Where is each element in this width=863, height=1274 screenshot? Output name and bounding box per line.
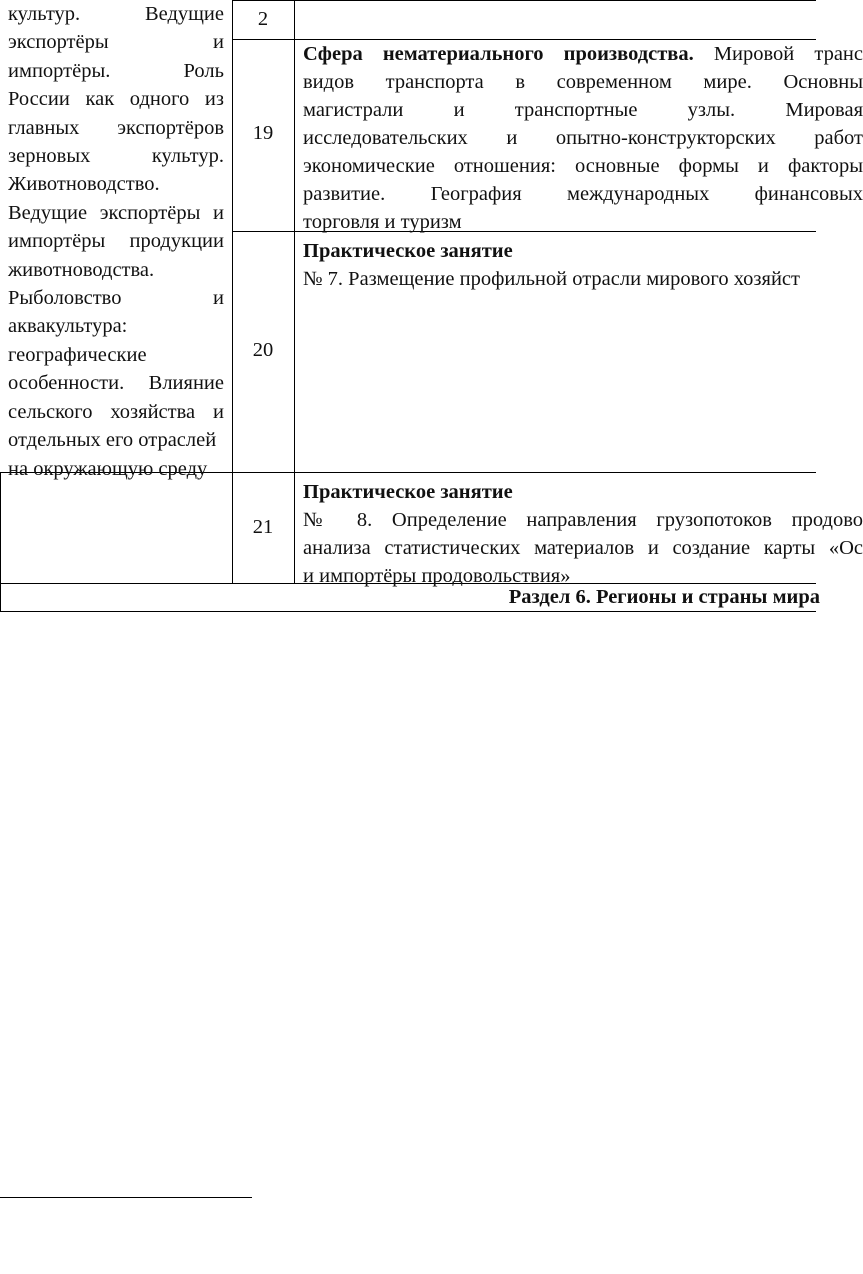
left-text-line: отдельных его отраслей bbox=[8, 429, 217, 452]
left-column-text bbox=[8, 0, 224, 483]
text-line: № 7. Размещение профильной отрасли мирового хозяйст bbox=[303, 267, 800, 290]
table-border-bottom bbox=[0, 611, 816, 612]
text-line: № 8. Определение направления грузопотоков продово bbox=[303, 508, 863, 531]
footnote-separator bbox=[0, 1197, 252, 1198]
practical-heading: Практическое занятие bbox=[303, 239, 513, 262]
left-text-line: культур. Ведущие bbox=[8, 3, 224, 25]
text-line: развитие. География международных финансовых bbox=[303, 183, 863, 205]
text-line: торговля и туризм bbox=[303, 211, 462, 233]
row-20-content bbox=[303, 232, 863, 293]
text-line: исследовательских и опытно-конструкторских работ bbox=[303, 127, 863, 149]
left-text-line: импортёры продукции bbox=[8, 230, 224, 253]
left-text-line: географические bbox=[8, 343, 147, 366]
left-text-line: зерновых культур. bbox=[8, 145, 224, 168]
left-text-line: Животноводство. bbox=[8, 173, 160, 196]
text-line bbox=[303, 473, 863, 506]
text-line: и импортёры продовольствия» bbox=[303, 564, 571, 587]
left-text-line: сельского хозяйства и bbox=[8, 400, 224, 423]
left-text-line: на окружающую среду bbox=[8, 457, 208, 480]
left-text-line: России как одного из bbox=[8, 88, 224, 111]
row-number: 21 bbox=[252, 516, 274, 538]
row-number: 20 bbox=[252, 339, 274, 361]
row-number: 2 bbox=[257, 8, 269, 30]
left-text-line: главных экспортёров bbox=[8, 116, 224, 139]
left-text-line: животноводства. bbox=[8, 258, 155, 281]
table-border-col2 bbox=[294, 0, 295, 584]
text-line: анализа статистических материалов и создание карты «Ос bbox=[303, 536, 863, 559]
left-text-line: импортёры. Роль bbox=[8, 59, 224, 82]
text-line bbox=[303, 40, 863, 68]
text-line: видов транспорта в современном мире. Основны bbox=[303, 71, 863, 93]
row-number: 19 bbox=[252, 122, 274, 144]
table-border-left bbox=[0, 472, 1, 612]
table-border-col1 bbox=[232, 0, 233, 584]
left-text-line: Рыболовство и bbox=[8, 287, 224, 310]
practical-heading: Практическое занятие bbox=[303, 480, 513, 503]
row-19-content bbox=[303, 40, 863, 236]
text-line bbox=[303, 232, 863, 265]
section-title: Раздел 6. Регионы и страны мира bbox=[508, 586, 820, 608]
table-border-top bbox=[232, 0, 816, 1]
left-text-line: экспортёры и bbox=[8, 31, 224, 54]
bold-lead: Сфера нематериального производства. bbox=[303, 43, 694, 65]
left-text-line: особенности. Влияние bbox=[8, 372, 224, 395]
text-line: магистрали и транспортные узлы. Мировая bbox=[303, 99, 863, 121]
left-text-line: Ведущие экспортёры и bbox=[8, 201, 224, 224]
row-21-content bbox=[303, 473, 863, 590]
text-line: экономические отношения: основные формы и факторы bbox=[303, 155, 863, 177]
left-text-line: аквакультура: bbox=[8, 315, 128, 338]
text-span: Мировой транс bbox=[693, 43, 863, 65]
